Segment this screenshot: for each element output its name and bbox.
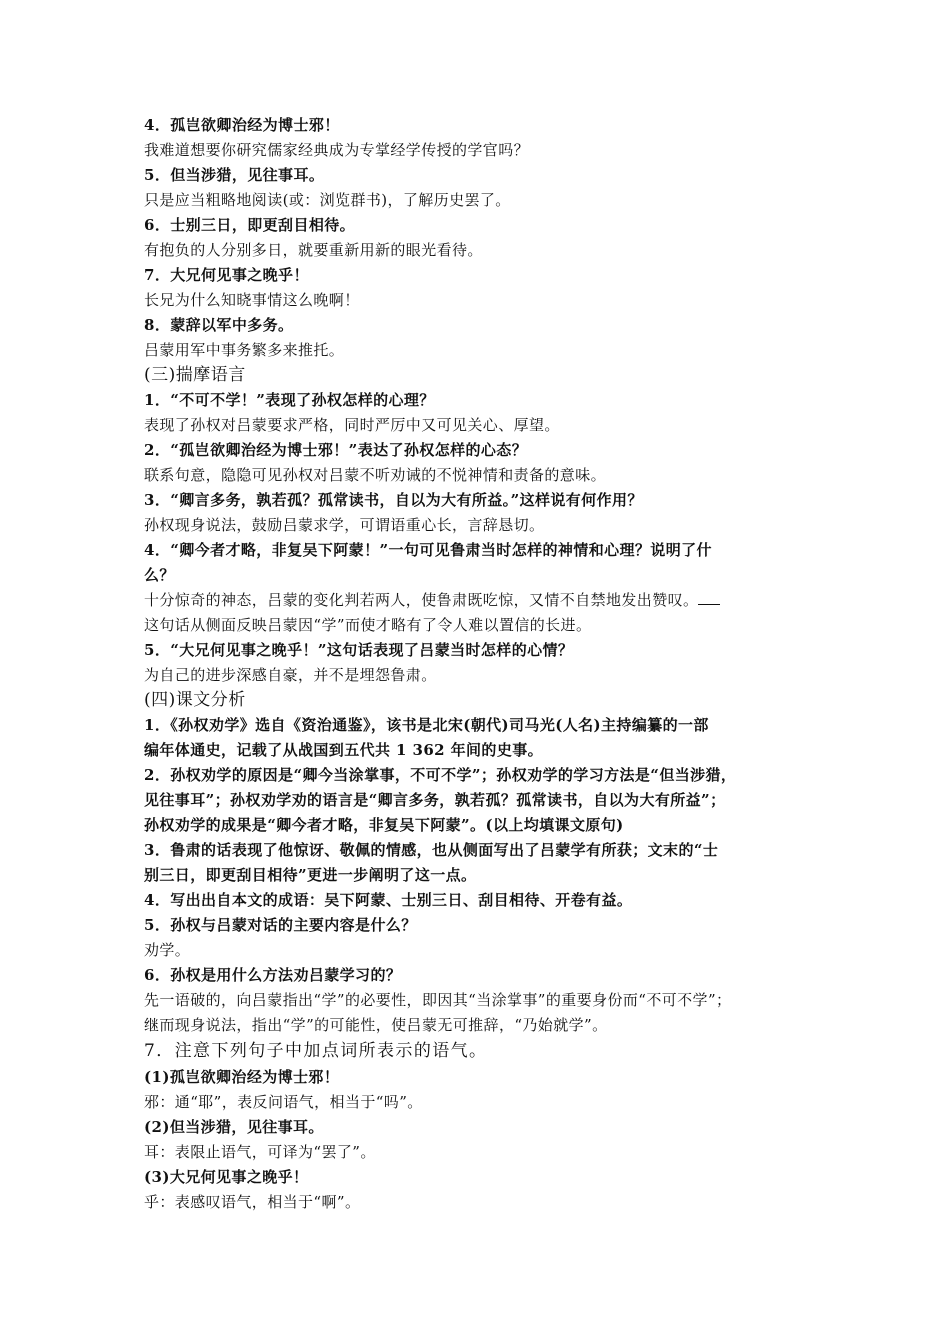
line-text: 劝学。 (144, 941, 191, 959)
section-heading (144, 1038, 820, 1065)
line-text: 邪：通“耶”，表反问语气，相当于“吗”。 (144, 1093, 423, 1111)
answer-line (144, 188, 820, 213)
line-text: 有抱负的人分别多日，就要重新用新的眼光看待。 (144, 241, 483, 259)
line-text: (1)孤岂欲卿治经为博士邪！ (144, 1068, 340, 1086)
question-line (144, 863, 820, 888)
question-line (144, 213, 820, 238)
line-text: 为自己的进步深感自豪，并不是埋怨鲁肃。 (144, 666, 437, 684)
answer-line (144, 138, 820, 163)
question-line (144, 888, 820, 913)
line-text: 4．写出出自本文的成语：吴下阿蒙、士别三日、刮目相待、开卷有益。 (144, 891, 633, 909)
line-text: 8．蒙辞以军中多务。 (144, 316, 294, 334)
question-line (144, 563, 820, 588)
underline-mark (698, 590, 720, 605)
answer-line (144, 338, 820, 363)
question-line (144, 638, 820, 663)
line-text: 5．“大兄何见事之晚乎！”这句话表现了吕蒙当时怎样的心情？ (144, 641, 574, 659)
line-text: 我难道想要你研究儒家经典成为专掌经学传授的学官吗？ (144, 141, 530, 159)
section-heading (144, 688, 820, 713)
line-text: 长兄为什么知晓事情这么晚啊！ (144, 291, 360, 309)
question-line (144, 913, 820, 938)
line-text: (四)课文分析 (144, 690, 246, 710)
answer-line (144, 513, 820, 538)
question-line (144, 488, 820, 513)
answer-line (144, 613, 820, 638)
line-text: 联系句意，隐隐可见孙权对吕蒙不听劝诫的不悦神情和责备的意味。 (144, 466, 607, 484)
line-text: (3)大兄何见事之晚乎！ (144, 1168, 309, 1186)
line-text: 4．“卿今者才略，非复吴下阿蒙！”一句可见鲁肃当时怎样的神情和心理？说明了什 (144, 541, 712, 559)
line-text: 见往事耳”；孙权劝学劝的语言是“卿言多务，孰若孤？孤常读书，自以为大有所益”； (144, 791, 726, 809)
answer-line (144, 238, 820, 263)
question-line (144, 263, 820, 288)
line-text: 继而现身说法，指出“学”的可能性，使吕蒙无可推辞，“乃始就学”。 (144, 1016, 608, 1034)
question-line (144, 388, 820, 413)
line-text: 1．“不可不学！”表现了孙权怎样的心理？ (144, 391, 435, 409)
answer-line (144, 413, 820, 438)
line-text: 孙权现身说法，鼓励吕蒙求学，可谓语重心长，言辞恳切。 (144, 516, 545, 534)
section-heading (144, 363, 820, 388)
line-text: 2．孙权劝学的原因是“卿今当涂掌事，不可不学”；孙权劝学的学习方法是“但当涉猎， (144, 766, 737, 784)
line-text: 只是应当粗略地阅读(或：浏览群书)，了解历史罢了。 (144, 191, 511, 209)
line-text: 7．大兄何见事之晚乎！ (144, 266, 309, 284)
line-text: 3．鲁肃的话表现了他惊讶、敬佩的情感，也从侧面写出了吕蒙学有所获；文末的“士 (144, 841, 719, 859)
question-line (144, 1115, 820, 1140)
answer-line (144, 1090, 820, 1115)
question-line (144, 738, 820, 763)
question-line (144, 813, 820, 838)
line-text: 7．注意下列句子中加点词所表示的语气。 (144, 1041, 488, 1061)
line-text: 别三日，即更刮目相待”更进一步阐明了这一点。 (144, 866, 477, 884)
answer-line (144, 588, 820, 613)
line-text: (三)揣摩语言 (144, 365, 246, 385)
line-text: 2．“孤岂欲卿治经为博士邪！”表达了孙权怎样的心态？ (144, 441, 528, 459)
question-line (144, 713, 820, 738)
question-line (144, 313, 820, 338)
question-line (144, 838, 820, 863)
line-text: 表现了孙权对吕蒙要求严格，同时严厉中又可见关心、厚望。 (144, 416, 560, 434)
answer-line (144, 463, 820, 488)
question-line (144, 763, 820, 788)
answer-line (144, 938, 820, 963)
question-line (144, 788, 820, 813)
line-text: 么？ (144, 566, 175, 584)
question-line (144, 1165, 820, 1190)
document-page (144, 113, 820, 1215)
line-text: 耳：表限止语气，可译为“罢了”。 (144, 1143, 376, 1161)
answer-line (144, 1140, 820, 1165)
line-text: 6．士别三日，即更刮目相待。 (144, 216, 356, 234)
line-text: 3．“卿言多务，孰若孤？孤常读书，自以为大有所益。”这样说有何作用？ (144, 491, 643, 509)
line-text: 编年体通史，记载了从战国到五代共 1 362 年间的史事。 (144, 741, 544, 759)
line-text: 孙权劝学的成果是“卿今者才略，非复吴下阿蒙”。(以上均填课文原句) (144, 816, 624, 834)
answer-line (144, 1013, 820, 1038)
line-text: (2)但当涉猎，见往事耳。 (144, 1118, 324, 1136)
answer-line (144, 1190, 820, 1215)
question-line (144, 438, 820, 463)
line-text: 6．孙权是用什么方法劝吕蒙学习的？ (144, 966, 402, 984)
line-text: 这句话从侧面反映吕蒙因“学”而使才略有了令人难以置信的长进。 (144, 616, 592, 634)
answer-line (144, 663, 820, 688)
line-text: 吕蒙用军中事务繁多来推托。 (144, 341, 345, 359)
answer-line (144, 988, 820, 1013)
question-line (144, 113, 820, 138)
question-line (144, 538, 820, 563)
line-text: 十分惊奇的神态，吕蒙的变化判若两人，使鲁肃既吃惊，又情不自禁地发出赞叹。 (144, 591, 699, 609)
question-line (144, 1065, 820, 1090)
line-text: 5．孙权与吕蒙对话的主要内容是什么？ (144, 916, 417, 934)
line-text: 4．孤岂欲卿治经为博士邪！ (144, 116, 340, 134)
answer-line (144, 288, 820, 313)
line-text: 5．但当涉猎，见往事耳。 (144, 166, 325, 184)
question-line (144, 963, 820, 988)
line-text: 先一语破的，向吕蒙指出“学”的必要性，即因其“当涂掌事”的重要身份而“不可不学”； (144, 991, 732, 1009)
line-text: 乎：表感叹语气，相当于“啊”。 (144, 1193, 361, 1211)
line-text: 1．《孙权劝学》选自《资治通鉴》，该书是北宋(朝代)司马光(人名)主持编纂的一部 (144, 716, 709, 734)
question-line (144, 163, 820, 188)
